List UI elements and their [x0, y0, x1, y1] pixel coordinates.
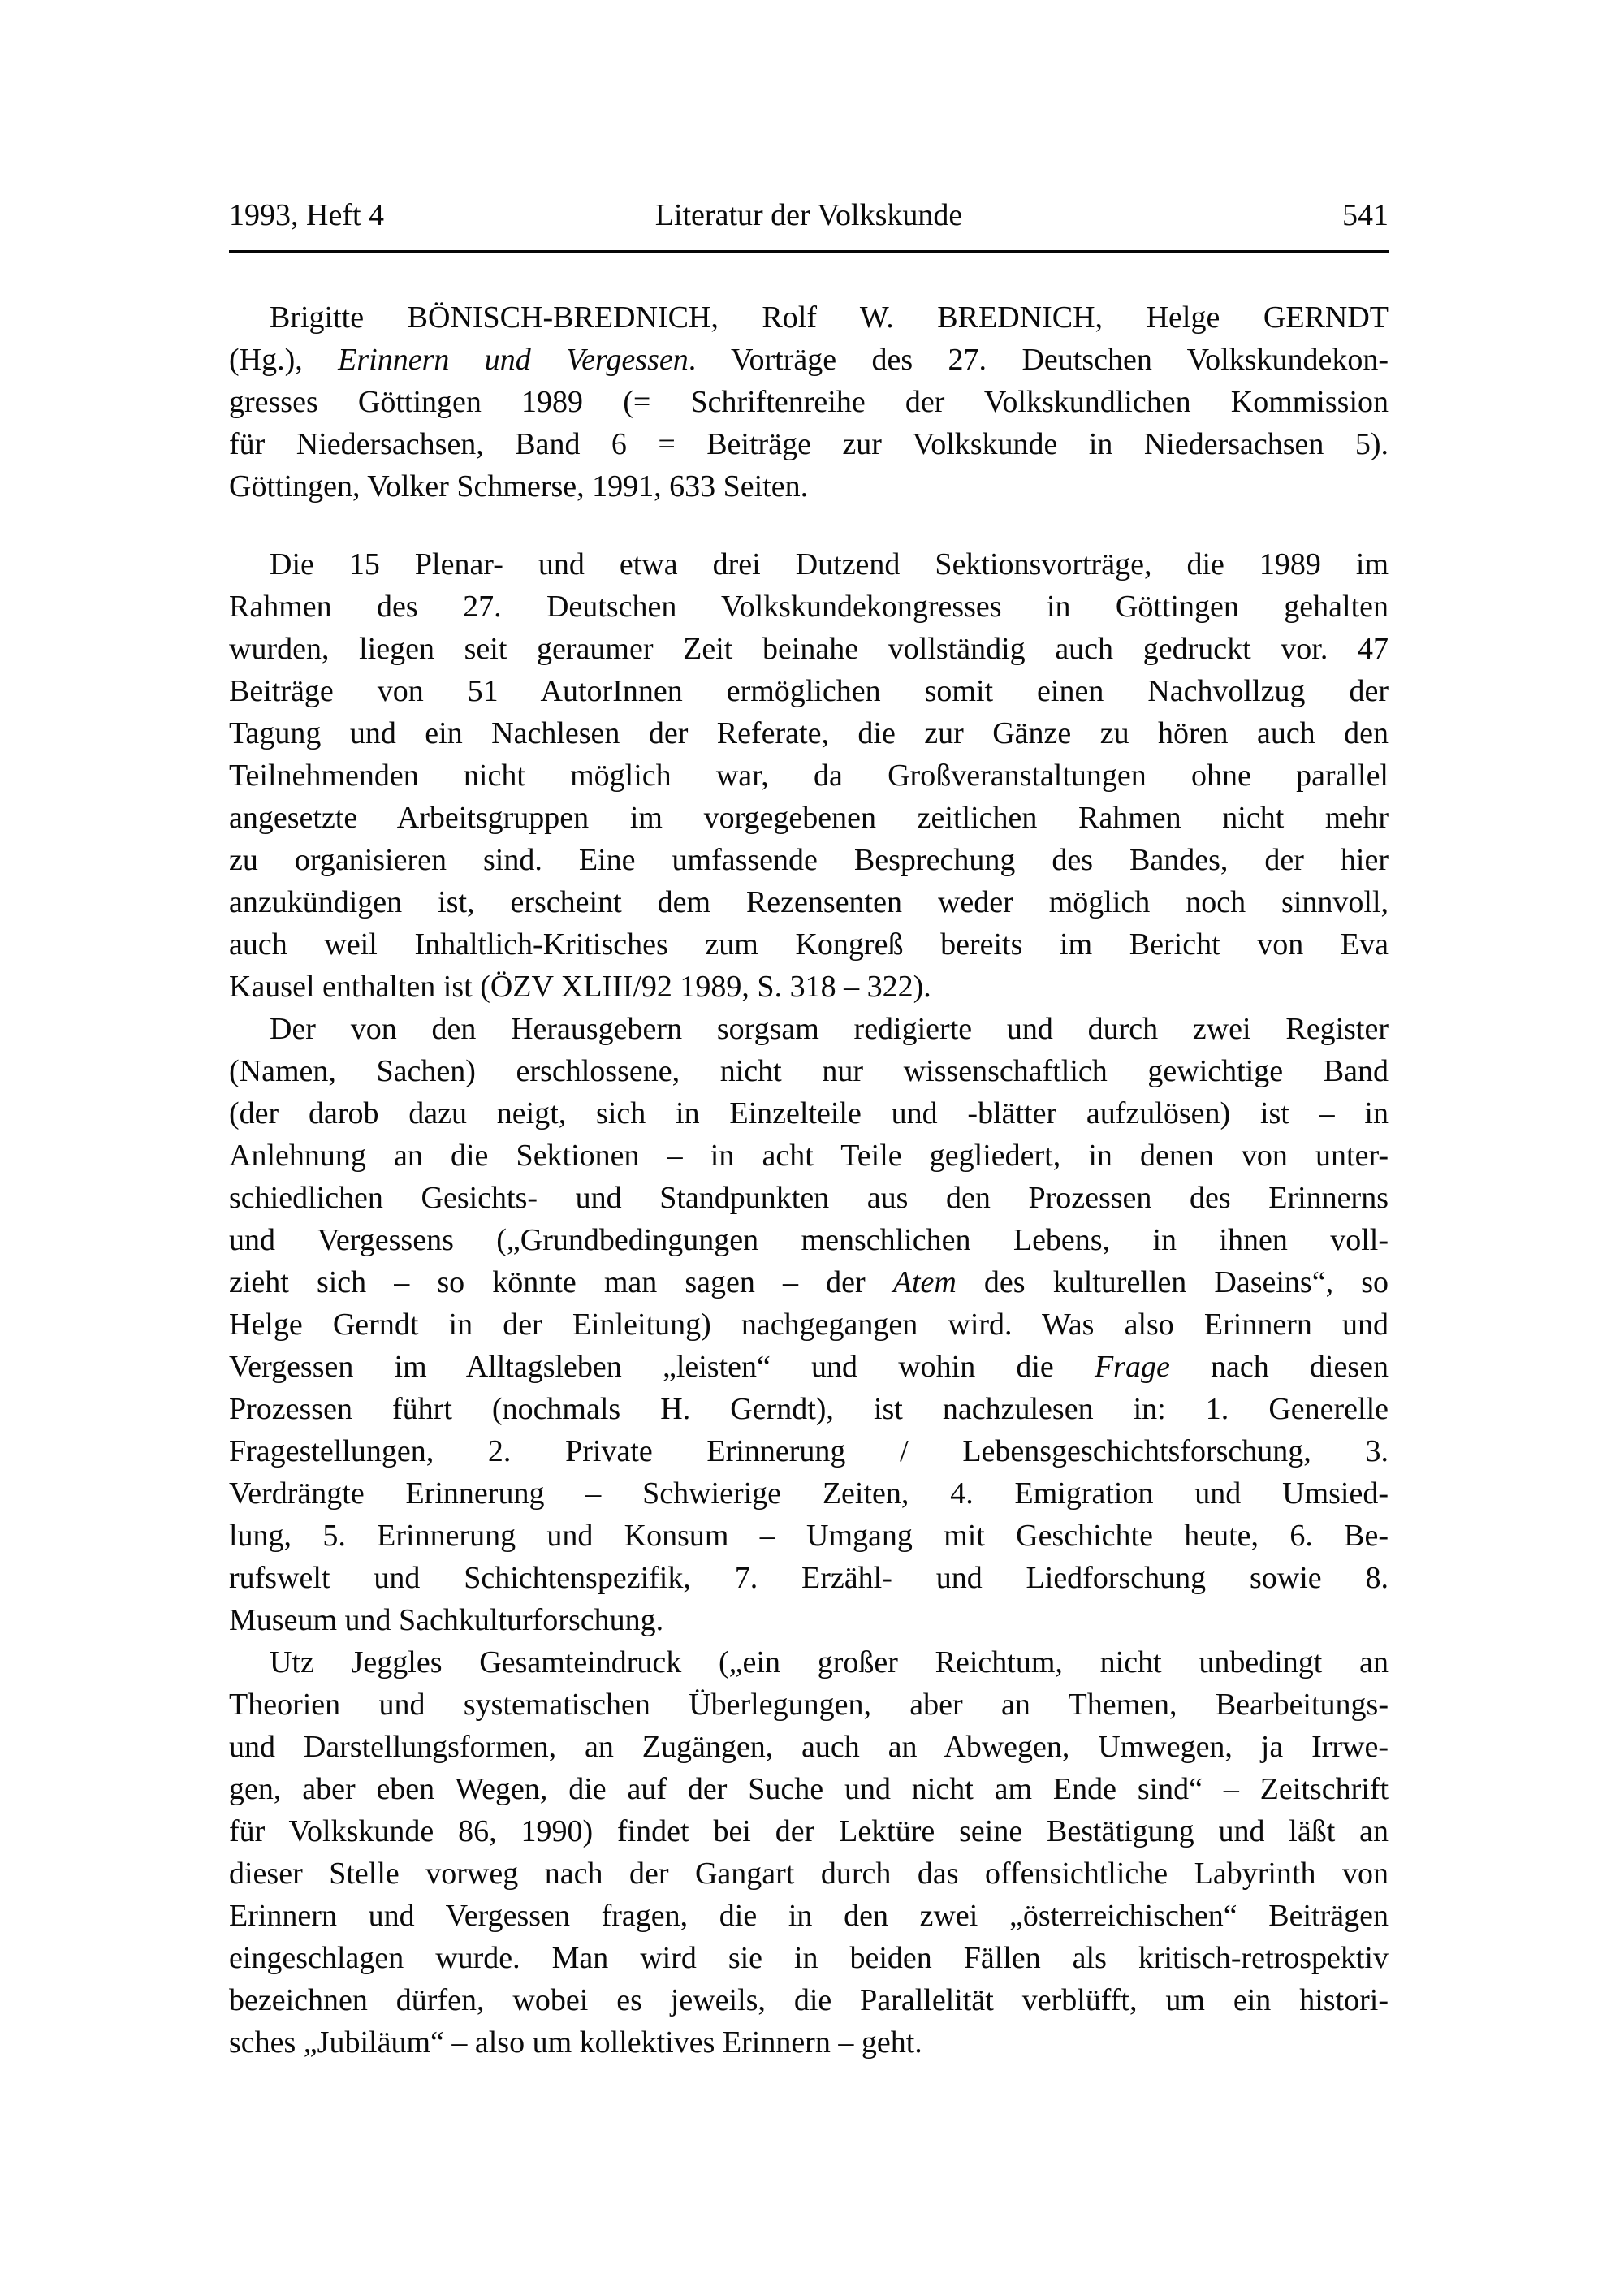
- text-segment: und Vergessens („Grundbedingungen menschlichen Lebens, in ihnen voll-: [229, 1223, 1389, 1257]
- text-segment: dieser Stelle vorweg nach der Gangart durch das offensichtliche Labyrinth von: [229, 1857, 1389, 1891]
- text-segment: wurden, liegen seit geraumer Zeit beinahe vollständig auch gedruckt vor. 47: [229, 632, 1389, 666]
- text-line: [229, 2021, 1389, 2064]
- text-line: [229, 1472, 1389, 1515]
- text-segment: Tagung und ein Nachlesen der Referate, die zur Gänze zu hören auch den: [229, 716, 1389, 750]
- text-segment: (der darob dazu neigt, sich in Einzelteile und -blätter aufzulösen) ist – in: [229, 1096, 1389, 1130]
- text-segment: Fragestellungen, 2. Private Erinnerung / Lebensgeschichtsforschung, 3.: [229, 1434, 1389, 1468]
- text-segment: und Darstellungsformen, an Zugängen, auch an Abwegen, Umwegen, ja Irrwe-: [229, 1730, 1389, 1764]
- paragraph-review-para-1: [229, 543, 1389, 1008]
- italic-text-segment: Erinnern und Vergessen: [338, 343, 689, 377]
- text-line: [229, 1261, 1389, 1303]
- text-line: [229, 381, 1389, 423]
- text-line: [229, 1852, 1389, 1895]
- text-segment: Die 15 Plenar- und etwa drei Dutzend Sektionsvorträge, die 1989 im: [270, 547, 1389, 581]
- text-line: [229, 839, 1389, 881]
- text-line: [229, 1388, 1389, 1430]
- text-segment: rufswelt und Schichtenspezifik, 7. Erzähl- und Liedforschung sowie 8.: [229, 1561, 1389, 1595]
- text-line: [229, 423, 1389, 465]
- text-line: [229, 1599, 1389, 1641]
- text-segment: (Namen, Sachen) erschlossene, nicht nur wissenschaftlich gewichtige Band: [229, 1054, 1389, 1088]
- text-segment: eingeschlagen wurde. Man wird sie in beiden Fällen als kritisch-retrospektiv: [229, 1941, 1389, 1975]
- text-line: [229, 628, 1389, 670]
- text-line: [229, 465, 1389, 508]
- text-segment: Vergessen im Alltagsleben „leisten“ und wohin die: [229, 1350, 1095, 1384]
- paragraph-review-para-3: [229, 1641, 1389, 2064]
- text-line: [229, 797, 1389, 839]
- text-line: [229, 1050, 1389, 1092]
- italic-text-segment: Frage: [1094, 1350, 1170, 1384]
- text-line: [229, 1346, 1389, 1388]
- italic-text-segment: Atem: [892, 1265, 957, 1299]
- text-line: [229, 586, 1389, 628]
- review-text: [229, 296, 1389, 2064]
- text-line: [229, 670, 1389, 712]
- header-rule: [229, 250, 1389, 253]
- text-segment: lung, 5. Erinnerung und Konsum – Umgang mit Geschichte heute, 6. Be-: [229, 1519, 1389, 1553]
- text-segment: Brigitte BÖNISCH-BREDNICH, Rolf W. BREDNICH, Helge GERNDT: [270, 300, 1389, 335]
- text-segment: Anlehnung an die Sektionen – in acht Teile gegliedert, in denen von unter-: [229, 1139, 1389, 1173]
- paragraph-citation: [229, 296, 1389, 508]
- text-line: [229, 1219, 1389, 1261]
- text-line: [229, 1430, 1389, 1472]
- text-line: [229, 1515, 1389, 1557]
- text-segment: Der von den Herausgebern sorgsam redigierte und durch zwei Register: [270, 1012, 1389, 1046]
- text-line: [229, 712, 1389, 754]
- text-segment: angesetzte Arbeitsgruppen im vorgegebenen zeitlichen Rahmen nicht mehr: [229, 801, 1389, 835]
- text-segment: für Niedersachsen, Band 6 = Beiträge zur Volkskunde in Niedersachsen 5).: [229, 427, 1389, 461]
- text-segment: Verdrängte Erinnerung – Schwierige Zeiten, 4. Emigration und Umsied-: [229, 1476, 1389, 1511]
- text-segment: Teilnehmenden nicht möglich war, da Großveranstaltungen ohne parallel: [229, 759, 1389, 793]
- text-line: [229, 1177, 1389, 1219]
- text-line: [229, 1684, 1389, 1726]
- text-segment: Kausel enthalten ist (ÖZV XLIII/92 1989, S. 318 – 322).: [229, 970, 931, 1004]
- text-segment: Rahmen des 27. Deutschen Volkskundekongresses in Göttingen gehalten: [229, 590, 1389, 624]
- text-segment: des kulturellen Daseins“, so: [956, 1265, 1389, 1299]
- text-line: [229, 1303, 1389, 1346]
- text-segment: anzukündigen ist, erscheint dem Rezensenten weder möglich noch sinnvoll,: [229, 885, 1389, 919]
- journal-issue-info: 1993, Heft 4: [229, 198, 385, 232]
- text-segment: Theorien und systematischen Überlegungen, aber an Themen, Bearbeitungs-: [229, 1688, 1389, 1722]
- text-line: [229, 966, 1389, 1008]
- text-line: [229, 1937, 1389, 1979]
- text-line: [229, 1008, 1389, 1050]
- text-line: [229, 1641, 1389, 1684]
- text-segment: gen, aber eben Wegen, die auf der Suche und nicht am Ende sind“ – Zeitschrift: [229, 1772, 1389, 1806]
- text-segment: Helge Gerndt in der Einleitung) nachgegangen wird. Was also Erinnern und: [229, 1308, 1389, 1342]
- text-segment: Beiträge von 51 AutorInnen ermöglichen somit einen Nachvollzug der: [229, 674, 1389, 708]
- text-segment: . Vorträge des 27. Deutschen Volkskundekon-: [688, 343, 1389, 377]
- text-line: [229, 1810, 1389, 1852]
- text-line: [229, 881, 1389, 923]
- text-line: [229, 1895, 1389, 1937]
- text-line: [229, 296, 1389, 339]
- text-segment: Utz Jeggles Gesamteindruck („ein großer Reichtum, nicht unbedingt an: [270, 1645, 1389, 1679]
- text-segment: für Volkskunde 86, 1990) findet bei der Lektüre seine Bestätigung und läßt an: [229, 1814, 1389, 1848]
- text-segment: zu organisieren sind. Eine umfassende Besprechung des Bandes, der hier: [229, 843, 1389, 877]
- text-segment: sches „Jubiläum“ – also um kollektives Erinnern – geht.: [229, 2025, 922, 2060]
- text-segment: Prozessen führt (nochmals H. Gerndt), ist nachzulesen in: 1. Generelle: [229, 1392, 1389, 1426]
- text-line: [229, 1979, 1389, 2021]
- text-segment: auch weil Inhaltlich-Kritisches zum Kongreß bereits im Bericht von Eva: [229, 927, 1389, 962]
- text-line: [229, 754, 1389, 797]
- text-line: [229, 1135, 1389, 1177]
- text-segment: Göttingen, Volker Schmerse, 1991, 633 Seiten.: [229, 469, 809, 504]
- page-header: [229, 197, 1389, 233]
- running-title: Literatur der Volkskunde: [654, 198, 963, 232]
- text-segment: nach diesen: [1169, 1350, 1389, 1384]
- text-line: [229, 543, 1389, 586]
- text-line: [229, 1768, 1389, 1810]
- text-segment: bezeichnen dürfen, wobei es jeweils, die Parallelität verblüfft, um ein histori-: [229, 1983, 1389, 2017]
- paragraph-review-para-2: [229, 1008, 1389, 1641]
- text-segment: Museum und Sachkulturforschung.: [229, 1603, 664, 1637]
- text-segment: schiedlichen Gesichts- und Standpunkten aus den Prozessen des Erinnerns: [229, 1181, 1389, 1215]
- text-line: [229, 1092, 1389, 1135]
- text-line: [229, 1726, 1389, 1768]
- text-segment: gresses Göttingen 1989 (= Schriftenreihe der Volkskundlichen Kommission: [229, 385, 1389, 419]
- text-segment: Erinnern und Vergessen fragen, die in den zwei „österreichischen“ Beiträgen: [229, 1899, 1389, 1933]
- text-line: [229, 1557, 1389, 1599]
- text-segment: (Hg.),: [229, 343, 339, 377]
- text-line: [229, 339, 1389, 381]
- text-segment: zieht sich – so könnte man sagen – der: [229, 1265, 893, 1299]
- page-number: 541: [1342, 198, 1389, 232]
- text-line: [229, 923, 1389, 966]
